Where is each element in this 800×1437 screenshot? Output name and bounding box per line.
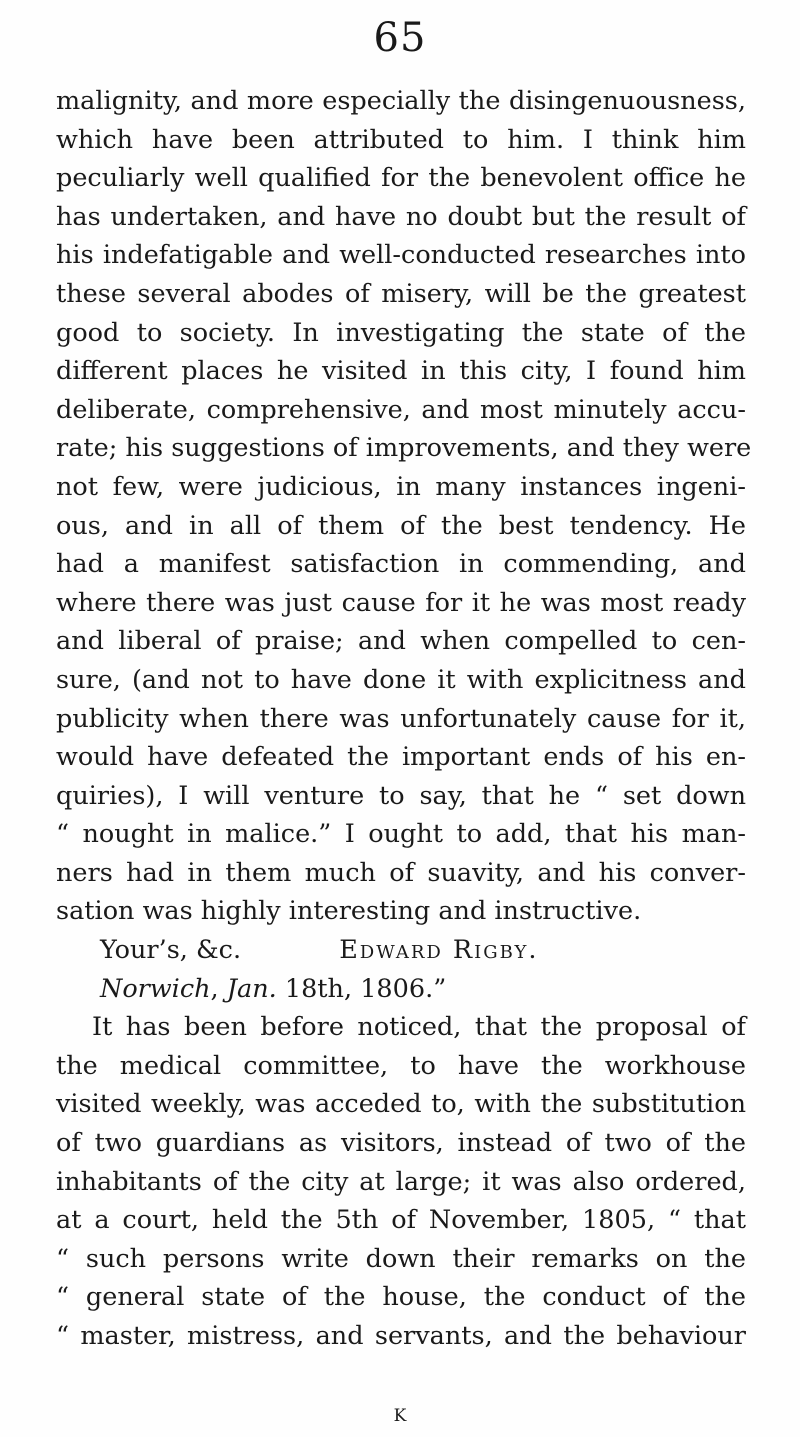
dateline-year: 1806.” (360, 973, 447, 1004)
text-line: had a manifest satisfaction in commending, and (56, 549, 746, 580)
signoff-name: Edward Rigby. (339, 935, 539, 966)
dateline-day: 18th (284, 973, 344, 1004)
page-number: 65 (373, 15, 427, 61)
body-text (56, 82, 752, 1356)
letter-dateline (56, 970, 746, 1009)
dateline-comma: , (343, 973, 361, 1004)
text-line: deliberate, comprehensive, and most minutely accu- (56, 394, 746, 425)
text-line: quiries), I will venture to say, that he “ set down (56, 780, 746, 811)
letter-signoff (56, 931, 746, 970)
text-line: malignity, and more especially the disingenuousness, (56, 86, 746, 116)
text-line: “ nought in malice.” I ought to add, that his man- (56, 819, 746, 850)
text-line: “ general state of the house, the conduct of the (56, 1282, 746, 1313)
text-line: at a court, held the 5th of November, 1805, “ that (56, 1205, 746, 1236)
dateline-comma: , (210, 973, 227, 1004)
text-line: his indefatigable and well-conducted researches into (56, 240, 746, 271)
text-line: ous, and in all of them of the best tendency. He (56, 510, 746, 541)
text-line: not few, were judicious, in many instances ingeni- (56, 471, 746, 502)
text-line: these several abodes of misery, will be the greatest (56, 278, 746, 309)
text-line: rate; his suggestions of improvements, and they were (56, 433, 752, 464)
text-line: sure, (and not to have done it with explicitness and (56, 664, 746, 695)
text-line: different places he visited in this city, I found him (56, 356, 746, 387)
text-line: publicity when there was unfortunately cause for it, (56, 703, 746, 734)
text-line: peculiarly well qualified for the benevolent office he (56, 163, 746, 194)
text-line: “ master, mistress, and servants, and the behaviour (56, 1321, 746, 1351)
text-line: It has been before noticed, that the proposal of (92, 1012, 746, 1043)
text-line: ners had in them much of suavity, and his conver- (56, 857, 746, 888)
text-line: which have been attributed to him. I think him (56, 124, 746, 155)
text-line: good to society. In investigating the state of the (56, 317, 746, 348)
text-line: inhabitants of the city at large; it was also ordered, (56, 1166, 746, 1197)
text-line: where there was just cause for it he was most ready (56, 587, 746, 618)
dateline-place: Norwich (100, 973, 211, 1004)
text-line: visited weekly, was acceded to, with the substitution (56, 1089, 746, 1120)
text-line: “ such persons write down their remarks on the (56, 1243, 746, 1274)
text-line: would have defeated the important ends of his en- (56, 742, 746, 773)
text-line: has undertaken, and have no doubt but the result of (56, 201, 746, 232)
signature-mark: K (393, 1406, 407, 1426)
text-line: and liberal of praise; and when compelled to cen- (56, 626, 746, 657)
text-line: of two guardians as visitors, instead of two of the (56, 1128, 746, 1159)
text-line: sation was highly interesting and instructive. (56, 896, 642, 927)
signoff-greeting: Your’s, &c. (100, 935, 242, 966)
dateline-month: Jan. (226, 973, 277, 1004)
text-line: the medical committee, to have the workhouse (56, 1050, 746, 1081)
